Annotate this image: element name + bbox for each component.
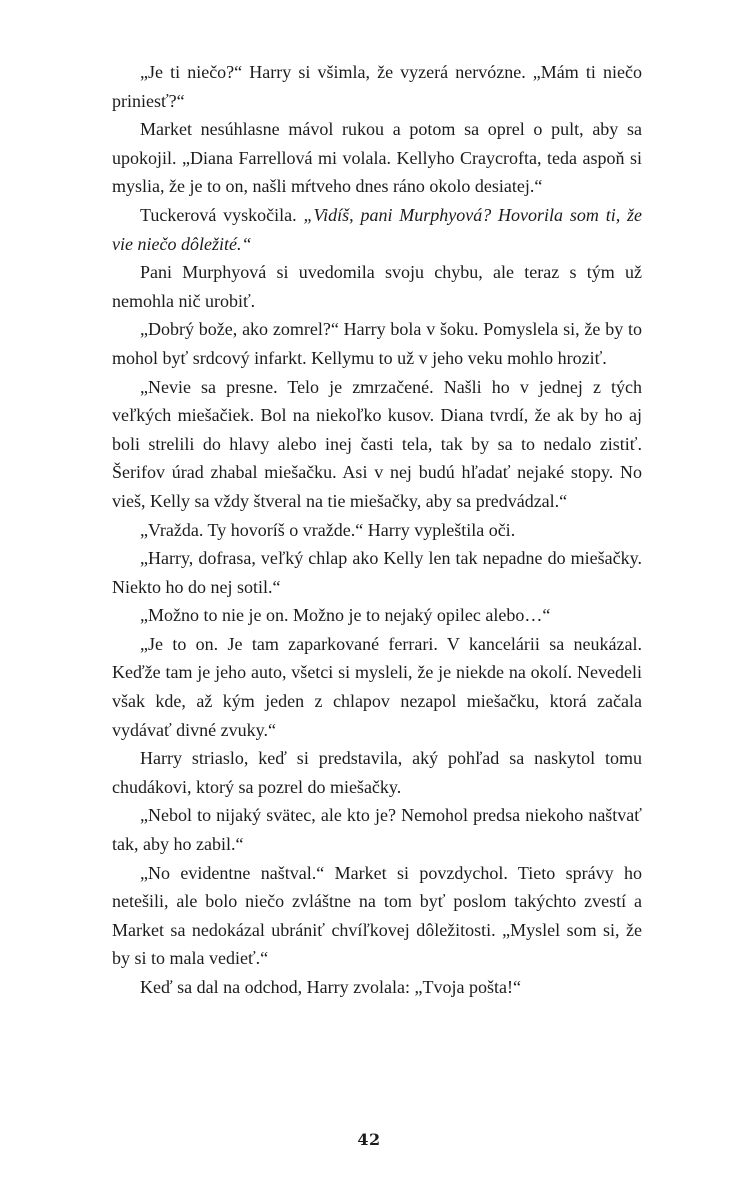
paragraph-text: „Je to on. Je tam zaparkované ferrari. V kancelárii sa neukázal. Keďže tam je jeho auto, všetci si mysleli, že je niekde na okolí. Nevedeli však kde, až kým jeden z chlapov nezapol miešačku, ktorá začala vydávať divné zvuky.“	[112, 633, 642, 740]
paragraph-text: Harry striaslo, keď si predstavila, aký pohľad sa naskytol tomu chudákovi, ktorý sa pozrel do miešačky.	[112, 748, 642, 797]
paragraph	[112, 544, 642, 601]
page-number: 42	[357, 1130, 381, 1149]
paragraph	[112, 373, 642, 516]
paragraph	[112, 115, 642, 201]
paragraph	[112, 601, 642, 630]
paragraph-text: „Vražda. Ty hovoríš o vražde.“ Harry vypleštila oči.	[140, 519, 516, 540]
paragraph	[112, 801, 642, 858]
paragraph-text: Market nesúhlasne mávol rukou a potom sa oprel o pult, aby sa upokojil. „Diana Farrellová mi volala. Kellyho Craycrofta, teda aspoň si myslia, že je to on, našli mŕtveho dnes ráno okolo desiatej.“	[112, 119, 642, 197]
paragraph-text: „No evidentne naštval.“ Market si povzdychol. Tieto správy ho netešili, ale bolo niečo zvláštne na tom byť poslom takýchto zvestí a Market sa nedokázal ubrániť chvíľkovej dôležitosti. „Myslel som si, že by si to mala vedieť.“	[112, 862, 642, 969]
paragraph	[112, 201, 642, 258]
paragraph-text: Tuckerová vyskočila.	[140, 204, 304, 225]
paragraph-text: „Možno to nie je on. Možno je to nejaký opilec alebo…“	[140, 605, 551, 626]
paragraph	[112, 315, 642, 372]
paragraph-text: „Harry, dofrasa, veľký chlap ako Kelly len tak nepadne do miešačky. Niekto ho do nej sotil.“	[112, 548, 642, 597]
paragraph-text: „Nevie sa presne. Telo je zmrzačené. Našli ho v jednej z tých veľkých miešačiek. Bol na niekoľko kusov. Diana tvrdí, že ak by ho aj boli strelili do hlavy alebo inej časti tela, tak by sa to nedalo zistiť. Šerifov úrad zhabal miešačku. Asi v nej budú hľadať nejaké stopy. No vieš, Kelly sa vždy štveral na tie miešačky, aby sa predvádzal.“	[112, 376, 642, 511]
paragraph	[112, 973, 642, 1002]
text-block	[112, 58, 642, 1002]
paragraph	[112, 258, 642, 315]
paragraph-text-italic: „Vidíš, pani Murphyová? Hovorila som ti, že vie niečo dôležité.“	[112, 204, 643, 254]
paragraph	[112, 516, 642, 545]
paragraph-text: Keď sa dal na odchod, Harry zvolala: „Tvoja pošta!“	[140, 977, 521, 997]
paragraph-text: „Dobrý bože, ako zomrel?“ Harry bola v šoku. Pomyslela si, že by to mohol byť srdcový infarkt. Kellymu to už v jeho veku mohlo hroziť.	[112, 319, 642, 368]
paragraph-text: „Nebol to nijaký svätec, ale kto je? Nemohol predsa niekoho naštvať tak, aby ho zabil.“	[112, 805, 642, 855]
paragraph-text: „Je ti niečo?“ Harry si všimla, že vyzerá nervózne. „Mám ti niečo priniesť?“	[112, 62, 642, 111]
paragraph	[112, 859, 642, 973]
paragraph	[112, 744, 642, 801]
paragraph	[112, 630, 642, 744]
paragraph-text: Pani Murphyová si uvedomila svoju chybu, ale teraz s tým už nemohla nič urobiť.	[112, 262, 642, 311]
paragraph	[112, 58, 642, 115]
